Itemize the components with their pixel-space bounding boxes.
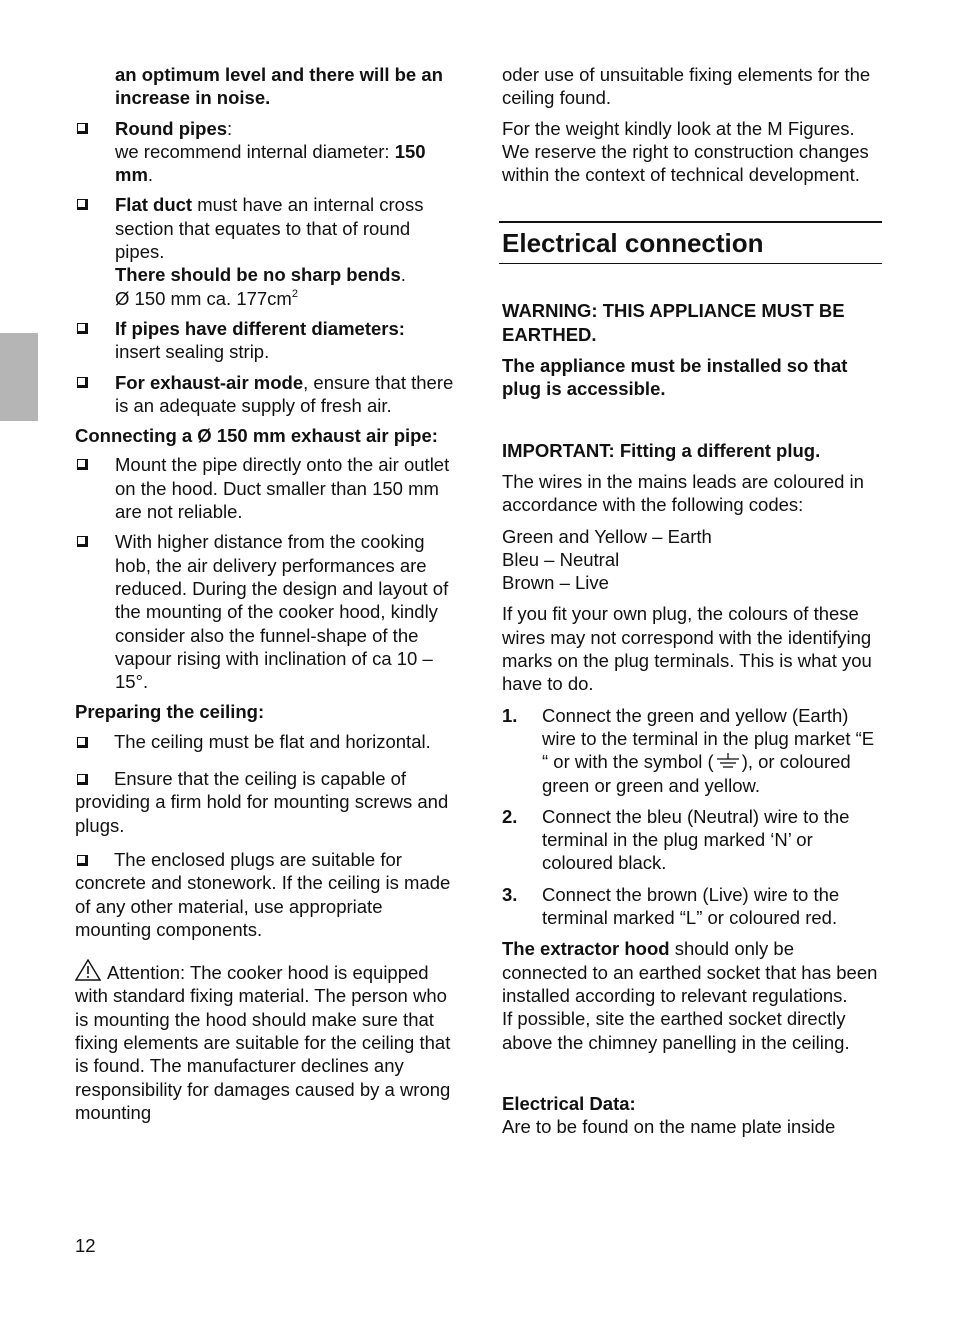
ceiling-flat-text: The ceiling must be flat and horizontal.: [75, 730, 455, 753]
bullet-round-pipes: Round pipes: we recommend internal diameter: 150 mm.: [75, 117, 455, 187]
code-earth: Green and Yellow – Earth: [502, 525, 712, 547]
bullet-exhaust-air: For exhaust-air mode, ensure that there is an adequate supply of fresh air.: [75, 371, 455, 418]
checkbox-bullet-icon: [77, 855, 88, 866]
electrical-data-heading: Electrical Data:: [502, 1092, 636, 1114]
bullet-distance: With higher distance from the cooking hob, the air delivery performances are reduced. During the design and layout of the mounting of the cooker hood, kindly consider also the funnel-shape of the vapour rising with inclination of ca 10 – 15°.: [75, 530, 455, 693]
bullet-different-diameters: If pipes have different diameters: insert sealing strip.: [75, 317, 455, 364]
plugs-text: The enclosed plugs are suitable for concrete and stonework. If the ceiling is made of any other material, use appropriate mounting components.: [75, 848, 451, 940]
checkbox-bullet-icon: [77, 737, 88, 748]
colour-codes: [502, 525, 882, 595]
connecting-heading: Connecting a Ø 150 mm exhaust air pipe:: [75, 425, 438, 447]
checkbox-bullet-icon: [77, 377, 88, 388]
important-heading: IMPORTANT: Fitting a different plug.: [502, 439, 821, 461]
continued-text-right: oder use of unsuitable fixing elements for the ceiling found.: [502, 64, 871, 109]
ceiling-capable-text: Ensure that the ceiling is capable of providing a firm hold for mounting screws and plugs.: [75, 768, 449, 836]
code-live: Brown – Live: [502, 572, 609, 594]
checkbox-bullet-icon: [77, 123, 88, 134]
section-heading: Electrical connection: [499, 221, 882, 264]
step-2: 2. Connect the bleu (Neutral) wire to the terminal in the plug marked ‘N’ or coloured black.: [502, 805, 850, 874]
checkbox-bullet-icon: [77, 459, 88, 470]
right-column: [502, 63, 882, 1138]
wires-intro: The wires in the mains leads are coloured in accordance with the following codes:: [502, 470, 864, 516]
warning-text: WARNING: THIS APPLIANCE MUST BE EARTHED.: [502, 300, 845, 345]
extractor-text: The extractor hood should only be connected to an earthed socket that has been installed according to relevant regulations.: [502, 938, 878, 1006]
checkbox-bullet-icon: [77, 323, 88, 334]
warning-triangle-icon: [75, 959, 101, 981]
step-3: 3. Connect the brown (Live) wire to the terminal marked “L” or coloured red.: [502, 883, 840, 929]
electrical-data-text: Are to be found on the name plate inside: [502, 1116, 836, 1138]
attention-text: Attention: The cooker hood is equipped with standard fixing material. The person who is mounting the hood should make sure that fixing elements are suitable for the ceiling that is found. The manufacturer declines any responsibility for damages caused by a wrong mounting: [75, 959, 455, 1124]
checkbox-bullet-icon: [77, 536, 88, 547]
step-1: 1. Connect the green and yellow (Earth) wire to the terminal in the plug market “E “ or with the symbol ( ), or coloured green or green and yellow.: [502, 704, 875, 796]
weight-text: For the weight kindly look at the M Figures. We reserve the right to construction changes within the context of technical development.: [502, 117, 869, 186]
page-number: 12: [75, 1235, 96, 1256]
code-neutral: Bleu – Neutral: [502, 548, 620, 570]
own-plug-text: If you fit your own plug, the colours of these wires may not correspond with the identifying marks on the plug terminals. This is what you have to do.: [502, 603, 872, 695]
continued-text: an optimum level and there will be an increase in noise.: [115, 64, 443, 109]
left-column: [75, 63, 455, 1124]
accessible-text: The appliance must be installed so that plug is accessible.: [502, 355, 848, 400]
section-tab-marker: [0, 333, 38, 421]
checkbox-bullet-icon: [77, 774, 88, 785]
checkbox-bullet-icon: [77, 199, 88, 210]
preparing-heading: Preparing the ceiling:: [75, 701, 265, 723]
earth-symbol-icon: [716, 753, 740, 771]
bullet-mount-pipe: Mount the pipe directly onto the air outlet on the hood. Duct smaller than 150 mm are not reliable.: [75, 453, 455, 523]
socket-text: If possible, site the earthed socket directly above the chimney panelling in the ceiling.: [502, 1008, 850, 1053]
bullet-flat-duct: Flat duct must have an internal cross section that equates to that of round pipes. There should be no sharp bends. Ø 150 mm ca. $177cm^2$: [75, 193, 455, 309]
